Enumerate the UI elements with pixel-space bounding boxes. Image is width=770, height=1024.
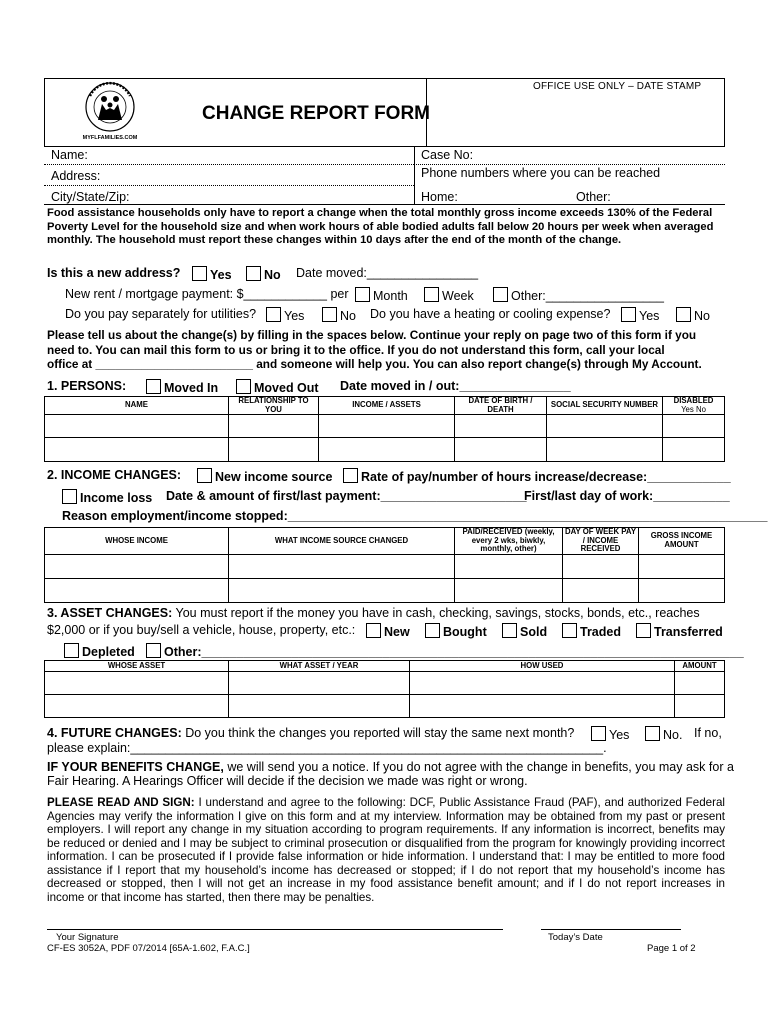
- explain-field[interactable]: please explain:____________________________________________________________________.: [47, 741, 607, 755]
- cell[interactable]: [563, 578, 639, 602]
- benefits-text: we will send you a notice. If you do not agree with the change in benefits, you may ask for a: [227, 760, 734, 774]
- checkbox[interactable]: [236, 379, 251, 394]
- case-underline: [414, 164, 725, 165]
- cell[interactable]: [319, 438, 455, 462]
- name-underline: [44, 164, 414, 165]
- cell[interactable]: [663, 415, 725, 438]
- page-title: CHANGE REPORT FORM: [202, 103, 430, 124]
- checkbox[interactable]: [62, 489, 77, 504]
- checkbox[interactable]: [425, 623, 440, 638]
- table-row: [45, 554, 725, 578]
- cell[interactable]: [45, 415, 229, 438]
- cell[interactable]: [229, 438, 319, 462]
- cell[interactable]: [229, 578, 455, 602]
- col-amount: AMOUNT: [675, 661, 725, 672]
- home-phone-label[interactable]: Home:: [421, 190, 458, 204]
- col-ssn: SOCIAL SECURITY NUMBER: [547, 397, 663, 415]
- col-name: NAME: [45, 397, 229, 415]
- income-label: 2. INCOME CHANGES:: [47, 468, 182, 482]
- benefits-line-2: Fair Hearing. A Hearings Officer will decide if the decision we made was right or wrong.: [47, 774, 528, 788]
- checkbox[interactable]: [502, 623, 517, 638]
- instructions-line-3: office at ________________________ and someone will help you. You can also report change(s) through My Account.: [47, 357, 702, 371]
- benefits-label: IF YOUR BENEFITS CHANGE,: [47, 760, 224, 774]
- asset-new-option[interactable]: [366, 623, 410, 639]
- cell[interactable]: [229, 695, 410, 718]
- asset-rest: You must report if the money you have in cash, checking, savings, stocks, bonds, etc., reaches: [175, 606, 700, 620]
- first-last-workday[interactable]: First/last day of work:___________: [524, 489, 730, 503]
- if-no-label: If no,: [694, 726, 722, 740]
- cell[interactable]: [45, 672, 229, 695]
- contact-divider: [414, 146, 415, 204]
- checkbox[interactable]: [246, 266, 261, 281]
- moved-in-option[interactable]: [146, 379, 218, 395]
- future-question: [47, 726, 574, 740]
- cell[interactable]: [547, 415, 663, 438]
- yes-label: Yes: [639, 309, 660, 323]
- transferred-label: Transferred: [654, 625, 723, 639]
- col-disabled: [663, 397, 725, 415]
- checkbox[interactable]: [562, 623, 577, 638]
- table-row: [45, 415, 725, 438]
- rent-payment[interactable]: New rent / mortgage payment: $____________ per: [65, 287, 349, 301]
- asset-label: 3. ASSET CHANGES:: [47, 606, 173, 620]
- asset-traded-option[interactable]: [562, 623, 621, 639]
- moved-in-label: Moved In: [164, 381, 219, 395]
- yes-label: Yes: [210, 268, 232, 282]
- checkbox[interactable]: [493, 287, 508, 302]
- new-address-yes[interactable]: [192, 266, 232, 282]
- col-gross-income: GROSS INCOME AMOUNT: [639, 528, 725, 555]
- asset-bought-option[interactable]: [425, 623, 487, 639]
- depleted-label: Depleted: [82, 645, 135, 659]
- col-day-of-week: DAY OF WEEK PAY / INCOME RECEIVED: [563, 528, 639, 555]
- cell[interactable]: [45, 438, 229, 462]
- city-field-label[interactable]: City/State/Zip:: [51, 190, 130, 204]
- col-paid-received: PAID/RECEIVED (weekly, every 2 wks, biwkly, monthly, other): [455, 528, 563, 555]
- col-income-assets: INCOME / ASSETS: [319, 397, 455, 415]
- moved-out-option[interactable]: [236, 379, 319, 395]
- checkbox[interactable]: [192, 266, 207, 281]
- cell[interactable]: [410, 695, 675, 718]
- checkbox[interactable]: [266, 307, 281, 322]
- rate-text: Rate of pay/number of hours increase/decrease:: [361, 470, 648, 484]
- instructions-line-1: Please tell us about the change(s) by filling in the spaces below. Continue your reply on page two of this form if you: [47, 328, 697, 342]
- yes-no-label: Yes No: [681, 404, 706, 414]
- col-whose-income: WHOSE INCOME: [45, 528, 229, 555]
- asset-table: [44, 660, 725, 718]
- checkbox[interactable]: [146, 379, 161, 394]
- cell[interactable]: [675, 695, 725, 718]
- date-moved-in-out[interactable]: Date moved in / out:________________: [340, 379, 571, 393]
- cell[interactable]: [45, 695, 229, 718]
- col-how-used: HOW USED: [410, 661, 675, 672]
- disabled-label: DISABLED: [673, 396, 714, 405]
- week-label: Week: [442, 289, 474, 303]
- no-label: No.: [663, 728, 683, 742]
- col-asset-year: WHAT ASSET / YEAR: [229, 661, 410, 672]
- col-income-source: WHAT INCOME SOURCE CHANGED: [229, 528, 455, 555]
- cell[interactable]: [45, 578, 229, 602]
- cell[interactable]: [319, 415, 455, 438]
- asset-other-option[interactable]: [146, 643, 744, 659]
- checkbox[interactable]: [636, 623, 651, 638]
- utilities-question: Do you pay separately for utilities?: [65, 307, 257, 321]
- checkbox[interactable]: [197, 468, 212, 483]
- rent-other-option[interactable]: [493, 287, 664, 303]
- checkbox[interactable]: [355, 287, 370, 302]
- future-no[interactable]: [645, 726, 682, 742]
- page-number: Page 1 of 2: [647, 943, 696, 954]
- checkbox[interactable]: [621, 307, 636, 322]
- address-field-label[interactable]: Address:: [51, 169, 101, 183]
- cell[interactable]: [639, 554, 725, 578]
- sign-label: PLEASE READ AND SIGN:: [47, 796, 195, 809]
- table-row: [45, 578, 725, 602]
- date-moved[interactable]: Date moved:________________: [296, 266, 479, 280]
- col-relationship: RELATIONSHIP TO YOU: [229, 397, 319, 415]
- contact-top-line: [44, 146, 725, 147]
- checkbox[interactable]: [366, 623, 381, 638]
- cell[interactable]: [455, 578, 563, 602]
- signature-label: Your Signature: [56, 932, 119, 943]
- yes-label: Yes: [284, 309, 305, 323]
- cell[interactable]: [229, 415, 319, 438]
- name-field-label[interactable]: Name:: [51, 148, 88, 162]
- asset-intro: [47, 606, 700, 620]
- date-line[interactable]: [541, 929, 681, 930]
- table-row: [45, 695, 725, 718]
- phone-label: Phone numbers where you can be reached: [421, 166, 661, 180]
- checkbox[interactable]: [64, 643, 79, 658]
- new-income-text: New income source: [215, 470, 333, 484]
- new-address-no[interactable]: [246, 266, 281, 282]
- asset-depleted-option[interactable]: [64, 643, 135, 659]
- cell[interactable]: [229, 554, 455, 578]
- traded-label: Traded: [580, 625, 621, 639]
- dcf-seal-logo: [78, 80, 142, 142]
- moved-out-label: Moved Out: [254, 381, 319, 395]
- rent-week-option[interactable]: [424, 287, 474, 303]
- first-last-payment[interactable]: Date & amount of first/last payment:_____________________: [166, 489, 527, 503]
- heating-no[interactable]: [676, 307, 710, 323]
- checkbox[interactable]: [591, 726, 606, 741]
- checkbox[interactable]: [645, 726, 660, 741]
- checkbox[interactable]: [322, 307, 337, 322]
- yes-label: Yes: [609, 728, 630, 742]
- bought-label: Bought: [443, 625, 487, 639]
- address-underline: [44, 185, 414, 186]
- asset-other-label: Other:______________________________________________________________________________: [164, 645, 744, 659]
- sold-label: Sold: [520, 625, 548, 639]
- signature-line[interactable]: [47, 929, 503, 930]
- intro-paragraph: Food assistance households only have to report a change when the total monthly gross income exceeds 130% of the Federal Poverty Level for the household size and when work hours of able bodied adults fall below 20 hours per week when averaged monthly. The household must report these changes within 10 days after the end of the month of the change.: [47, 207, 714, 246]
- reason-stopped[interactable]: Reason employment/income stopped:_____________________________________________________________________: [62, 509, 768, 523]
- logo-text: MYFLFAMILIES.COM: [82, 135, 138, 141]
- rate-blank: ____________: [647, 470, 731, 484]
- date-label: Today’s Date: [548, 932, 603, 943]
- instructions-line-2: need to. You can mail this form to us or bring it to the office. If you do not understand this form, call your local: [47, 343, 665, 357]
- cell[interactable]: [45, 554, 229, 578]
- case-no-label[interactable]: Case No:: [421, 148, 474, 162]
- income-loss-text: Income loss: [80, 491, 153, 505]
- cell[interactable]: [547, 438, 663, 462]
- future-label: 4. FUTURE CHANGES:: [47, 726, 182, 740]
- col-birth-death: DATE OF BIRTH / DEATH: [455, 397, 547, 415]
- cell[interactable]: [410, 672, 675, 695]
- checkbox[interactable]: [424, 287, 439, 302]
- benefits-line-1: [47, 760, 734, 774]
- col-whose-asset: WHOSE ASSET: [45, 661, 229, 672]
- no-label: No: [340, 309, 356, 323]
- asset-sold-option[interactable]: [502, 623, 547, 639]
- new-income-option[interactable]: [197, 468, 332, 484]
- new-address-text: Is this a new address?: [47, 266, 181, 280]
- asset-line-2: $2,000 or if you buy/sell a vehicle, house, property, etc.:: [47, 623, 356, 637]
- cell[interactable]: [563, 554, 639, 578]
- other-label: Other:_________________: [511, 289, 664, 303]
- sign-text: I understand and agree to the following: DCF, Public Assistance Fraud (PAF), and authorized Federal Agencies may verify the information I give on this form and at my interview. Information may be obtained from my past or present employers. I will report any change in my situation according to program requirements. If any information is incorrect, benefits may be reduced or denied and I may be subject to criminal prosecution or disqualified from the program for knowingly providing incorrect information. I can be prosecuted if I provide false information or hide information. I understand that: I may be entitled to more food assistance if I report that my household’s income has decreased or stopped; if I do not report that my household’s income has decreased or stopped, then I will not get an increase in my food assistance benefit amount; and if I do not report increases in income or that income has started, then there may be penalties.: [47, 796, 725, 904]
- utilities-no[interactable]: [322, 307, 356, 323]
- no-label: No: [694, 309, 710, 323]
- rent-month-option[interactable]: [355, 287, 408, 303]
- persons-label: 1. PERSONS:: [47, 379, 127, 393]
- checkbox[interactable]: [146, 643, 161, 658]
- heating-yes[interactable]: [621, 307, 659, 323]
- new-label: New: [384, 625, 410, 639]
- utilities-yes[interactable]: [266, 307, 304, 323]
- income-loss-option[interactable]: [62, 489, 152, 505]
- table-row: [45, 438, 725, 462]
- office-use-label: OFFICE USE ONLY – DATE STAMP: [533, 81, 702, 92]
- checkbox[interactable]: [676, 307, 691, 322]
- future-text: Do you think the changes you reported will stay the same next month?: [185, 726, 575, 740]
- no-label: No: [264, 268, 281, 282]
- persons-table: [44, 396, 725, 462]
- future-yes[interactable]: [591, 726, 629, 742]
- month-label: Month: [373, 289, 408, 303]
- income-table: [44, 527, 725, 603]
- form-id: CF-ES 3052A, PDF 07/2014 [65A-1.602, F.A.C.]: [47, 943, 250, 954]
- sign-paragraph: [47, 796, 725, 904]
- contact-bottom-line: [44, 204, 725, 205]
- rate-change-option[interactable]: [343, 468, 731, 484]
- heating-question: Do you have a heating or cooling expense?: [370, 307, 611, 321]
- cell[interactable]: [639, 578, 725, 602]
- cell[interactable]: [455, 438, 547, 462]
- cell[interactable]: [675, 672, 725, 695]
- cell[interactable]: [455, 554, 563, 578]
- new-address-question: [47, 266, 180, 280]
- cell[interactable]: [229, 672, 410, 695]
- checkbox[interactable]: [343, 468, 358, 483]
- table-row: [45, 672, 725, 695]
- cell[interactable]: [663, 438, 725, 462]
- asset-transferred-option[interactable]: [636, 623, 723, 639]
- cell[interactable]: [455, 415, 547, 438]
- other-phone-label[interactable]: Other:: [576, 190, 611, 204]
